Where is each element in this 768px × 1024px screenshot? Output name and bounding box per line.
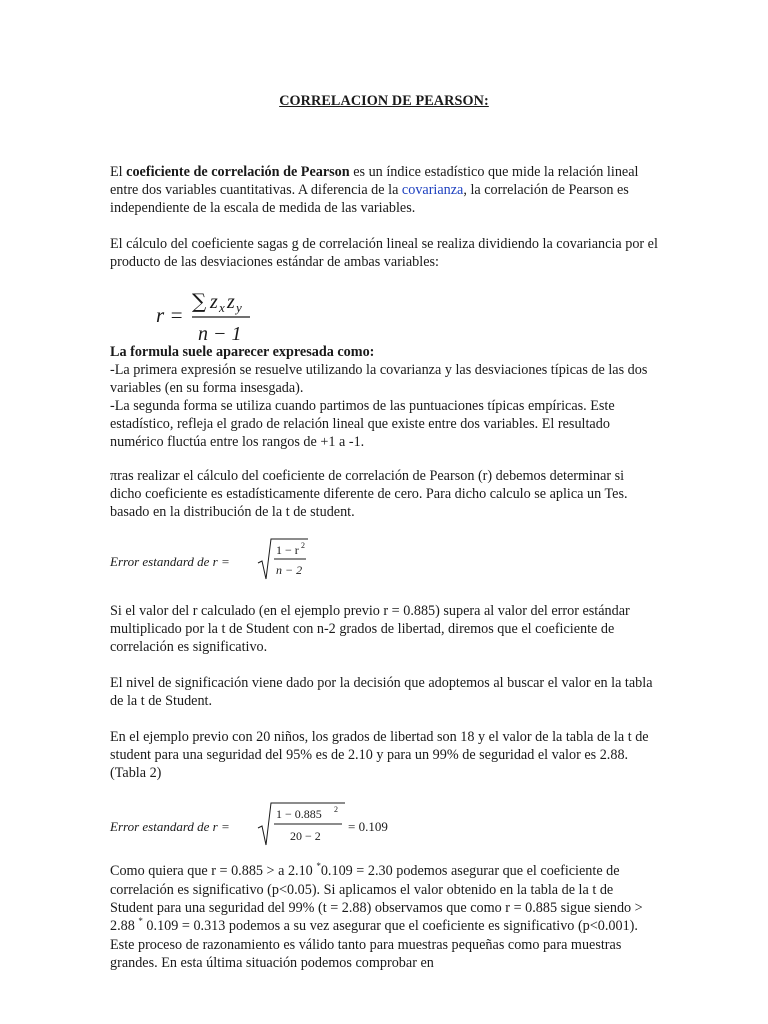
test-paragraph: πras realizar el cálculo del coeficiente de correlación de Pearson (r) debemos determinar si dicho coeficiente es estadísticamente diferente de cero. Para dicho calculo se aplica un Tes. basado en la distribución de la t de student. xyxy=(110,468,628,520)
intro-suffix: , la correlación de Pearson es independiente de la escala de medida de las variables. xyxy=(110,182,629,216)
formula3-result: = 0.109 xyxy=(348,819,388,834)
intro-middle: es un índice estadístico que mide la relación lineal entre dos variables cuantitativas. A diferencia de la xyxy=(110,164,639,198)
formula2-denominator: n − 2 xyxy=(276,563,303,577)
conclusion-star2: * xyxy=(138,916,143,926)
conclusion-part3: 0.109 = 0.313 podemos a su vez asegurar que el coeficiente es significativo (p<0.001). Este proceso de razonamiento es válido tanto para muestras pequeñas como para muestras grandes. En esta última situación podemos comprobar en xyxy=(110,918,638,971)
formula1-z2: z xyxy=(227,291,235,313)
page-title: CORRELACION DE PEARSON: xyxy=(279,93,489,109)
intro-prefix: El xyxy=(110,164,127,180)
formula-section xyxy=(110,343,658,451)
formula3-numerator: 1 − 0.885 xyxy=(276,807,322,821)
conclusion-part2: 0.109 = 2.30 podemos asegurar que el coeficiente de correlación es significativo (p<0.05). Si aplicamos el valor obtenido en la tabla de la t de Student para una seguridad del 99% (t = 2.88) observamos que como r = 0.885 sigue siendo > 2.88 xyxy=(110,863,643,934)
formula2-numerator: 1 − r xyxy=(276,543,299,557)
formula-section-line1: -La primera expresión se resuelve utilizando la covarianza y las desviaciones típicas de las dos variables (en su forma insesgada). xyxy=(110,362,648,396)
formula2-exp: 2 xyxy=(301,541,305,550)
formula1-lhs: r = xyxy=(156,303,184,327)
example-paragraph: En el ejemplo previo con 20 niños, los grados de libertad son 18 y el valor de la tabla de la t de student para una seguridad del 95% es de 2.10 y para un 99% de seguridad el valor es 2.88. (Tabla 2) xyxy=(110,729,649,781)
formula1-sum: ∑ xyxy=(192,289,207,313)
covarianza-link[interactable]: covarianza xyxy=(401,182,464,198)
formula3-denominator: 20 − 2 xyxy=(290,829,321,843)
standard-error-formula xyxy=(108,535,338,585)
formula1-sub-y: y xyxy=(236,300,242,315)
formula-section-heading: La formula suele aparecer expresada como: xyxy=(110,344,375,360)
formula3-lhs: Error estandard de r = xyxy=(110,819,230,834)
calc-paragraph: El cálculo del coeficiente sagas g de correlación lineal se realiza dividiendo la covariancia por el producto de las desviaciones estándar de ambas variables: xyxy=(110,236,658,270)
pearson-formula xyxy=(150,280,260,348)
formula1-z1: z xyxy=(210,291,218,313)
conclusion-star1: * xyxy=(316,861,321,871)
intro-paragraph xyxy=(110,163,658,217)
intro-bold-term: coeficiente de correlación de Pearson xyxy=(126,164,350,180)
formula1-sub-x: x xyxy=(219,300,225,315)
formula3-exp: 2 xyxy=(334,805,338,814)
standard-error-example-formula xyxy=(108,798,408,852)
value-paragraph: Si el valor del r calculado (en el ejemplo previo r = 0.885) supera al valor del error estándar multiplicado por la t de Student con n-2 grados de libertad, diremos que el coeficiente de correlación es significativo. xyxy=(110,603,630,655)
significance-paragraph: El nivel de significación viene dado por la decisión que adoptemos al buscar el valor en la tabla de la t de Student. xyxy=(110,675,653,709)
conclusion-part1: Como quiera que r = 0.885 > a 2.10 xyxy=(110,863,317,879)
formula2-lhs: Error estandard de r = xyxy=(110,554,230,569)
formula-section-line2: -La segunda forma se utiliza cuando partimos de las puntuaciones típicas empíricas. Este estadístico, refleja el grado de relación lineal que existe entre dos variables. El resultado numérico fluctúa entre los rangos de +1 a -1. xyxy=(110,398,615,450)
formula1-denominator: n − 1 xyxy=(198,323,242,345)
conclusion-paragraph xyxy=(110,862,658,972)
